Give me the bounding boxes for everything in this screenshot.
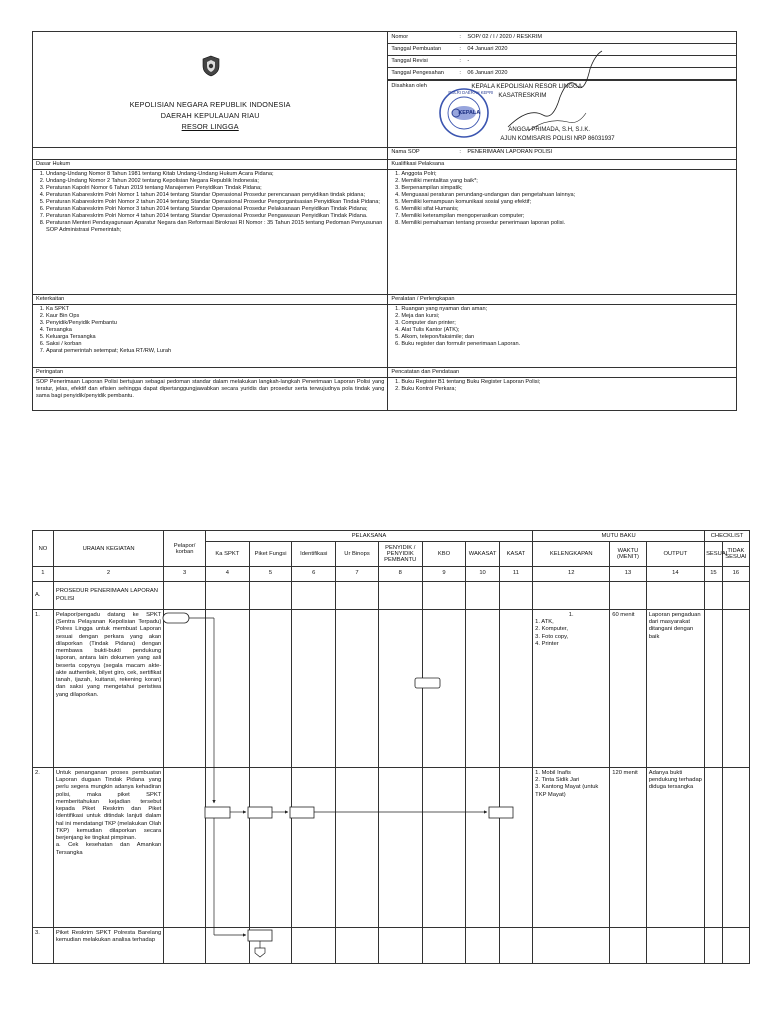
stamp-text-top: POLRI DAERAH KEPRI — [448, 90, 494, 95]
peringatan-title: Peringatan — [33, 367, 388, 377]
kelengkapan-item: 1. Mobil Inafis — [535, 770, 571, 776]
col-output: OUTPUT — [646, 542, 704, 567]
peralatan-cell — [388, 304, 737, 367]
kelengkapan-item: 3. Foto copy, — [535, 633, 569, 640]
meta-value: - — [467, 58, 470, 64]
pencatatan-list — [391, 379, 733, 393]
meta-tanggal-pengesahan: Tanggal Pengesahan : 06 Januari 2020 — [388, 68, 736, 80]
col-kasat: KASAT — [499, 542, 532, 567]
row-waktu: 60 menit — [610, 610, 646, 768]
list-item: 3. Peraturan Kapolri Nomor 6 Tahun 2019 tentang Manajemen Penyidikan Tindak Pidana; — [46, 185, 384, 192]
keterkaitan-cell — [33, 304, 388, 367]
list-item: 4. Peraturan Kabareskrim Polri Nomor 1 tahun 2014 tentang Standar Operasional Prosedur perencanaan penyidikan tindak pidana; — [46, 192, 384, 199]
row-uraian-sub: a. Cek kesehatan dan Amankan Tersangka — [55, 842, 162, 856]
table-row — [33, 610, 750, 768]
org-identity-cell — [33, 32, 388, 148]
stamp-text-mid: KEPALA — [458, 110, 481, 116]
col-number: 9 — [422, 567, 466, 582]
list-item: 2. Buku Kontrol Perkara; — [401, 386, 733, 393]
checklist-header: CHECKLIST — [705, 531, 750, 542]
org-line-3: RESOR LINGGA — [181, 122, 239, 131]
col-number: 14 — [646, 567, 704, 582]
meta-value: 06 Januari 2020 — [467, 70, 508, 76]
list-item: 1. Anggota Polri; — [401, 171, 733, 178]
peralatan-title: Peralatan / Perlengkapan — [388, 294, 737, 304]
kualifikasi-cell — [388, 169, 737, 294]
list-item: 3. Berpenampilan simpatik; — [401, 185, 733, 192]
list-item: 1. Ka SPKT — [46, 306, 384, 313]
kelengkapan-item: 1. ATK, — [535, 619, 554, 626]
col-sesuai: SESUAI — [705, 542, 723, 567]
row-uraian — [53, 768, 163, 928]
col-number: 7 — [336, 567, 379, 582]
list-item: 3. Penyidik/Penyidik Pembantu — [46, 320, 384, 327]
dasar-hukum-list — [36, 171, 384, 234]
col-number: 6 — [292, 567, 336, 582]
list-item: 4. Tersangka — [46, 327, 384, 334]
list-item: 7. Memiliki keterampilan mengoperasikan computer; — [401, 213, 733, 220]
sop-meta-cell — [388, 32, 737, 148]
list-item: 5. Memiliki kemampuan komunikasi sosial yang efektif; — [401, 199, 733, 206]
keterkaitan-list — [36, 306, 384, 355]
list-item: 4. Menguasai peraturan perundang-undangan dan pengetahuan lainnya; — [401, 192, 733, 199]
col-number: 11 — [499, 567, 532, 582]
col-ur-binops: Ur Binops — [336, 542, 379, 567]
list-item: 1. Undang-Undang Nomor 8 Tahun 1981 tentang Kitab Undang-Undang Hukum Acara Pidana; — [46, 171, 384, 178]
kelengkapan-item: 3. Kantong Mayat (untuk TKP Mayat) — [535, 784, 599, 798]
col-penyidik: PENYIDIK / PENYIDIK PEMBANTU — [378, 542, 422, 567]
table-row — [33, 768, 750, 928]
meta-key: Nomor — [391, 34, 409, 40]
list-item: 1. Ruangan yang nyaman dan aman; — [401, 306, 733, 313]
approved-label: Disahkan oleh — [391, 83, 427, 89]
flow-table — [32, 530, 750, 964]
col-kelengkapan: KELENGKAPAN — [533, 542, 610, 567]
row-uraian-text: Untuk penanganan proses pembuatan Laporan dugaan Tindak Pidana yang perlu segera mungkin adanya kehadiran polisi, maka piket SPKT memberitahukan kejadian tersebut kepada Piket Reskrim dan Piket Identifikasi untuk ditindak lanjuti dalam hal ini mendatangi TKP (melakukan Olah TKP) kemudian dilaporkan secara berjenjang ke tingkat pimpinan. — [55, 770, 162, 842]
kualifikasi-title: Kualifikasi Pelaksana — [388, 160, 737, 170]
list-item: 6. Peraturan Kabareskrim Polri Nomor 3 tahun 2014 tentang Standar Operasional Prosedur Pelaksanaan Penyidikan Tindak Pidana; — [46, 206, 384, 213]
col-uraian-header: URAIAN KEGIATAN — [53, 531, 163, 567]
meta-value: 04 Januari 2020 — [467, 46, 508, 52]
list-item: 8. Peraturan Menteri Pendayagunaan Aparatur Negara dan Reformasi Birokrasi RI Nomor : 35 Tahun 2015 tentang Pedoman Penyusunan SOP Administrasi Pemerintah; — [46, 220, 384, 234]
list-item: 2. Kaur Bin Ops — [46, 313, 384, 320]
row-no: 2. — [33, 768, 54, 928]
pencatatan-cell — [388, 377, 737, 410]
col-ka-spkt: Ka SPKT — [205, 542, 249, 567]
list-item: 2. Meja dan kursi; — [401, 313, 733, 320]
dasar-hukum-title: Dasar Hukum — [33, 160, 388, 170]
list-item: 8. Memiliki pemahaman tentang prosedur penerimaan laporan polisi. — [401, 220, 733, 227]
list-item: 6. Saksi / korban — [46, 341, 384, 348]
keterkaitan-title: Keterkaitan — [33, 294, 388, 304]
sop-name-label: Nama SOP — [391, 149, 420, 155]
row-kelengkapan — [533, 768, 610, 928]
list-item: 6. Buku register dan formulir penerimaan Laporan. — [401, 341, 733, 348]
list-item: 1. Buku Register B1 tentang Buku Register Laporan Polisi; — [401, 379, 733, 386]
col-number: 16 — [722, 567, 749, 582]
sop-name-cell: Nama SOP : PENERIMAAN LAPORAN POLISI — [388, 148, 737, 160]
signer-name: ANGGA PRIMADA, S.H, S.I.K. — [508, 127, 591, 133]
list-item: 2. Undang-Undang Nomor 2 Tahun 2002 tentang Kepolisian Negara Republik Indonesia; — [46, 178, 384, 185]
col-identifikasi: Identifikasi — [292, 542, 336, 567]
kualifikasi-list — [391, 171, 733, 227]
col-piket-fungsi: Piket Fungsi — [249, 542, 292, 567]
meta-nomor: Nomor : SOP/ 02 / I / 2020 / RESKRIM — [388, 32, 736, 44]
pelaksana-header: PELAKSANA — [205, 531, 532, 542]
col-wakasat: WAKASAT — [466, 542, 499, 567]
kelengkapan-item: 2. Komputer, — [535, 626, 569, 633]
row-output: Laporan pengaduan dari masyarakat ditangani dengan baik — [646, 610, 704, 768]
approved-line-2: KASATRESKRIM — [498, 92, 547, 99]
row-output: Adanya bukti pendukung terhadap diduga tersangka — [646, 768, 704, 928]
col-number: 2 — [53, 567, 163, 582]
signature-icon — [498, 47, 608, 137]
row-uraian: Piket Reskrim SPKT Polresta Barelang kemudian melakukan analisa terhadap — [53, 928, 163, 964]
col-number: 8 — [378, 567, 422, 582]
col-tidak-sesuai: TIDAK SESUAI — [722, 542, 749, 567]
signer-rank: AJUN KOMISARIS POLISI NRP 86031937 — [500, 136, 615, 142]
row-waktu: 120 menit — [610, 768, 646, 928]
meta-key: Tanggal Pembuatan — [391, 46, 442, 52]
kelengkapan-item: 2. Tinta Sidik Jari — [535, 777, 580, 784]
list-item: 7. Aparat pemerintah setempat; Ketua RT/RW, Lurah — [46, 348, 384, 355]
police-emblem-icon — [200, 55, 222, 77]
approval-block — [388, 80, 736, 147]
peringatan-text: SOP Penerimaan Laporan Polisi bertujuan sebagai pedoman standar dalam melakukan langkah-langkah Penerimaan Laporan Polisi yang teratur, jelas, efektif dan efisien sehingga dapat dipertanggungjawabkan secara yuridis dan prosedur serta terwujudnya pola tindak yang sama bagi penyidik/penyidik pembantu. — [33, 377, 388, 410]
meta-key: Tanggal Revisi — [391, 58, 428, 64]
list-item: 6. Memiliki sifat Humanis; — [401, 206, 733, 213]
list-item: 2. Memiliki mentalitas yang baik*; — [401, 178, 733, 185]
kelengkapan-item: 4. Printer — [535, 640, 559, 647]
list-item: 4. Alat Tulis Kantor (ATK); — [401, 327, 733, 334]
meta-tanggal-revisi: Tanggal Revisi : - — [388, 56, 736, 68]
col-number: 5 — [249, 567, 292, 582]
col-number: 3 — [164, 567, 206, 582]
meta-value: SOP/ 02 / I / 2020 / RESKRIM — [467, 34, 542, 40]
sop-header-table — [32, 31, 737, 411]
section-a-title: PROSEDUR PENERIMAAN LAPORAN POLISI — [53, 582, 163, 610]
approved-line-1: KEPALA KEPOLISIAN RESOR LINGGA — [471, 83, 582, 90]
section-a-no: A. — [33, 582, 54, 610]
org-line-2: DAERAH KEPULAUAN RIAU — [160, 111, 260, 120]
peralatan-list — [391, 306, 733, 348]
table-row — [33, 928, 750, 964]
col-number: 10 — [466, 567, 499, 582]
org-line-1: KEPOLISIAN NEGARA REPUBLIK INDONESIA — [129, 100, 291, 109]
row-no: 3. — [33, 928, 54, 964]
col-number: 1 — [33, 567, 54, 582]
col-number: 13 — [610, 567, 646, 582]
list-item: 3. Computer dan printer; — [401, 320, 733, 327]
meta-key: Tanggal Pengesahan — [391, 70, 444, 76]
meta-tanggal-pembuatan: Tanggal Pembuatan : 04 Januari 2020 — [388, 44, 736, 56]
col-number: 12 — [533, 567, 610, 582]
col-pelapor-header: Pelapor/ korban — [164, 531, 206, 567]
section-a-row — [33, 582, 750, 610]
list-item: 7. Peraturan Kabareskrim Polri Nomor 4 tahun 2014 tentang Standar Operasional Prosedur Pengawasan Penyidikan Tindak Pidana. — [46, 213, 384, 220]
mutu-baku-header: MUTU BAKU — [533, 531, 705, 542]
col-number: 4 — [205, 567, 249, 582]
row-uraian: Pelapor/pengadu datang ke SPKT (Sentra Pelayanan Kepolisian Terpadu) Polres Lingga untuk membuat Laporan sesuai dengan perkara yang akan dilaporkan (Tindak Pidana) dengan membawa bukti-bukti pendukung laporan, antara lain dokumen yang asli beserta copynya (segala macam akte-akte authentiek, bilyet giro, cek, sertifikat tanah, ijazah, kuitansi, rekening koran) dan saksi yang mengetahui peristiwa yang dilaporkan. — [53, 610, 163, 768]
kelengkapan-head: 1. — [568, 612, 574, 618]
column-number-row — [33, 567, 750, 582]
col-kbo: KBO — [422, 542, 466, 567]
col-waktu: WAKTU (MENIT) — [610, 542, 646, 567]
col-no-header: NO — [33, 531, 54, 567]
list-item: 5. Keluarga Tersangka — [46, 334, 384, 341]
col-number: 15 — [705, 567, 723, 582]
pencatatan-title: Pencatatan dan Pendataan — [388, 367, 737, 377]
sop-name-value: PENERIMAAN LAPORAN POLISI — [467, 149, 553, 155]
row-kelengkapan — [533, 610, 610, 768]
row-no: 1. — [33, 610, 54, 768]
blank-cell — [33, 148, 388, 160]
list-item: 5. Alkom, telepon/faksimile; dan — [401, 334, 733, 341]
list-item: 5. Peraturan Kabareskrim Polri Nomor 2 tahun 2014 tentang Standar Operasional Prosedur Pengorganisasian Penyidikan Tindak Pidana; — [46, 199, 384, 206]
dasar-hukum-cell — [33, 169, 388, 294]
